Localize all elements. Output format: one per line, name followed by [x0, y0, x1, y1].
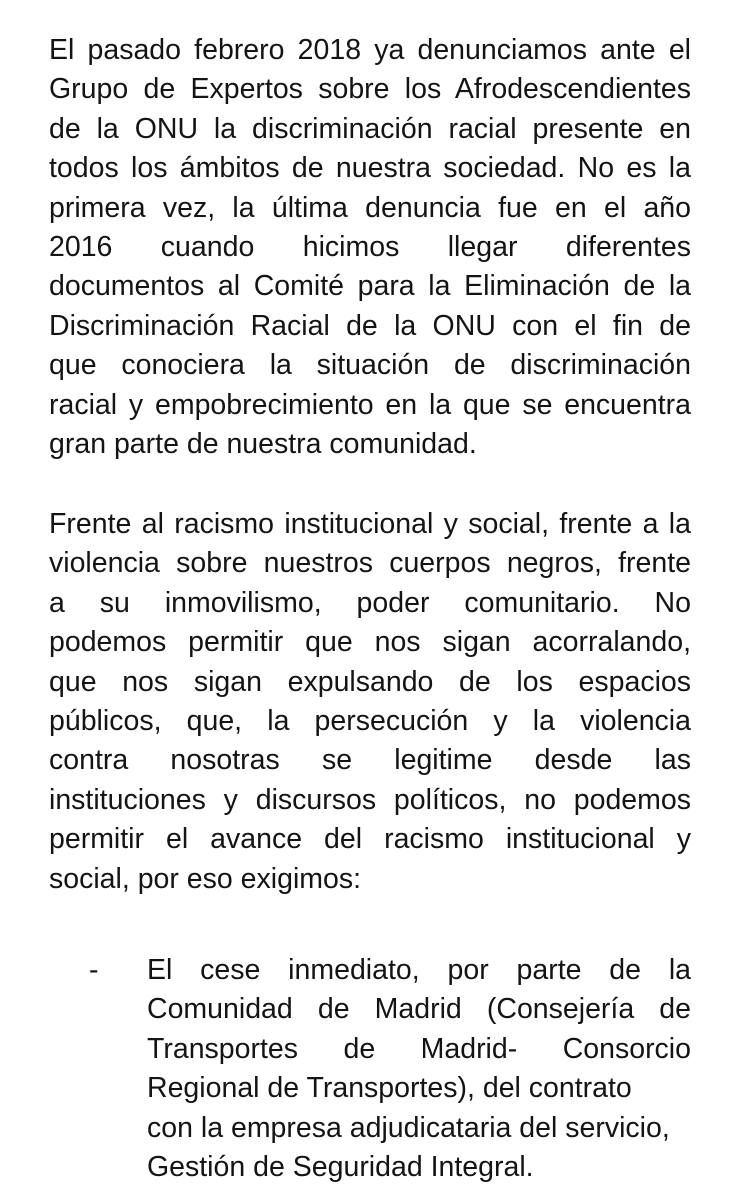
text-line: El pasado febrero 2018 ya denunciamos ante el	[49, 34, 691, 66]
text-line: permitir el avance del racismo institucional y	[49, 823, 691, 856]
text-line: Transportes de Madrid- Consorcio	[147, 1032, 691, 1065]
text-line: públicos, que, la persecución y la violencia	[49, 704, 691, 737]
text-line: a su inmovilismo, poder comunitario. No	[49, 586, 691, 619]
text-line: con la empresa adjudicataria del servicio,	[147, 1111, 670, 1144]
text-line: social, por eso exigimos:	[49, 862, 362, 895]
text-line: contra nosotras se legitime desde las	[49, 744, 691, 777]
text-line: Grupo de Expertos sobre los Afrodescendientes	[49, 73, 691, 106]
text-line: Discriminación Racial de la ONU con el fin de	[49, 309, 691, 342]
text-line: Regional de Transportes), del contrato	[147, 1072, 632, 1105]
text-line: de la ONU la discriminación racial presente en	[49, 112, 691, 145]
text-line: violencia sobre nuestros cuerpos negros, frente	[49, 547, 691, 580]
text-line: racial y empobrecimiento en la que se encuentra	[49, 388, 691, 421]
list-item-text	[147, 951, 691, 1187]
text-line: primera vez, la última denuncia fue en el año	[49, 191, 691, 224]
text-line: El cese inmediato, por parte de la	[147, 954, 691, 986]
text-line: Gestión de Seguridad Integral.	[147, 1150, 534, 1183]
paragraph-frente-al-racismo	[49, 505, 691, 899]
text-line: que nos sigan expulsando de los espacios	[49, 665, 691, 698]
text-line: todos los ámbitos de nuestra sociedad. No es la	[49, 152, 691, 185]
paragraph-denuncia-onu	[49, 31, 691, 464]
text-line: instituciones y discursos políticos, no podemos	[49, 783, 691, 816]
text-line: podemos permitir que nos sigan acorralando,	[49, 626, 691, 659]
text-line: documentos al Comité para la Eliminación de la	[49, 270, 691, 303]
text-line: Comunidad de Madrid (Consejería de	[147, 993, 691, 1026]
text-line: que conociera la situación de discriminación	[49, 349, 691, 382]
text-line: gran parte de nuestra comunidad.	[49, 427, 477, 460]
text-line: Frente al racismo institucional y social, frente a la	[49, 508, 691, 540]
text-line: 2016 cuando hicimos llegar diferentes	[49, 230, 691, 263]
list-bullet-dash: -	[89, 954, 99, 986]
